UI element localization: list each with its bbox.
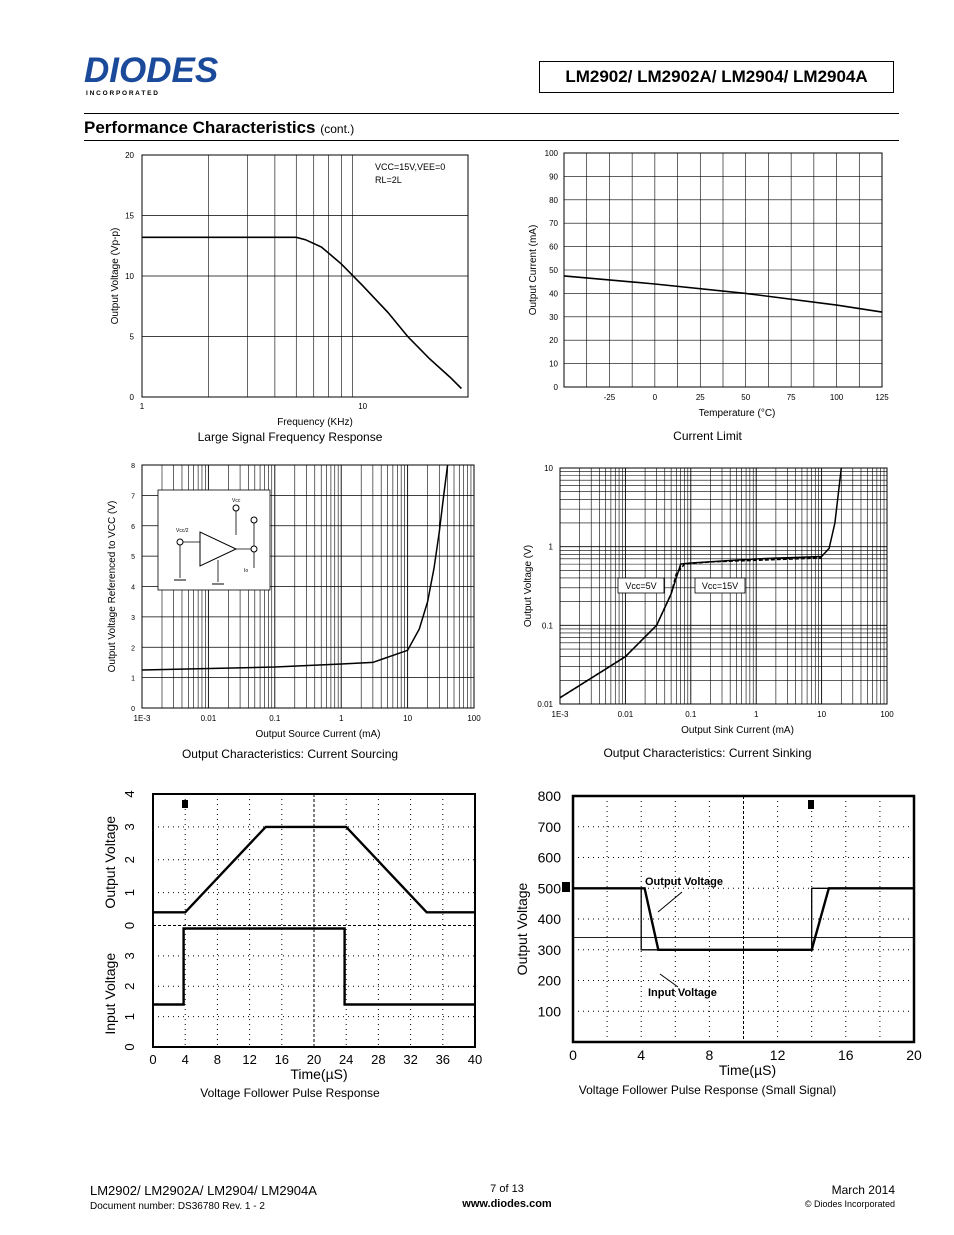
- x-tick-label: -25: [603, 393, 616, 402]
- x-tick-label: 0.1: [685, 710, 697, 719]
- y-axis-label: Output Voltage (V): [523, 544, 534, 628]
- y-tick-label: 10: [549, 359, 558, 369]
- y-tick-label: 30: [549, 312, 558, 322]
- diodes-logo: [84, 52, 254, 98]
- label-arrow: [658, 892, 682, 987]
- y-axis-label: Output Voltage Referenced to VCC (V): [107, 500, 118, 673]
- x-tick-label: 1E-3: [551, 710, 569, 719]
- y-tick-label: 0: [122, 1043, 137, 1051]
- y-tick-label: 40: [549, 289, 558, 299]
- y-tick-label: 400: [537, 911, 561, 927]
- x-tick-label: 28: [371, 1052, 386, 1067]
- chart-current-sinking: [515, 460, 900, 745]
- x-tick-label: 10: [817, 710, 827, 719]
- x-axis-label: Temperature (°C): [698, 408, 776, 419]
- section-title: [84, 118, 354, 138]
- x-tick-label: 40: [467, 1052, 483, 1067]
- inset-label: Io: [244, 568, 249, 574]
- y-tick-label: 3: [122, 952, 137, 960]
- chart-current-sourcing: [90, 455, 490, 745]
- header-rule: [84, 113, 899, 114]
- x-tick-label: 4: [637, 1047, 646, 1063]
- y-tick-label: 4: [122, 790, 137, 798]
- caption-chart-4: Output Characteristics: Current Sinking: [603, 746, 812, 760]
- x-tick-label: 12: [769, 1047, 786, 1063]
- section-cont: (cont.): [320, 122, 355, 136]
- y-tick-label: 20: [125, 151, 134, 160]
- section-title-text: Performance Characteristics: [84, 118, 316, 137]
- y-tick-label: 2: [131, 645, 135, 653]
- circuit-terminal: [251, 546, 257, 552]
- x-tick-label: 4: [181, 1052, 189, 1067]
- section-rule: [84, 140, 899, 141]
- y-tick-label: 5: [129, 332, 134, 342]
- y-tick-label: 8: [131, 463, 135, 470]
- y-tick-label: 5: [131, 554, 135, 562]
- x-tick-label: 36: [435, 1052, 451, 1067]
- y-tick-label: 0: [122, 921, 137, 930]
- x-tick-label: 25: [695, 393, 705, 402]
- x-tick-label: 1: [139, 402, 145, 411]
- x-tick-label: 0: [149, 1052, 157, 1067]
- x-tick-label: 12: [242, 1052, 257, 1067]
- inset-label: Vcc: [232, 498, 241, 504]
- footer-url[interactable]: www.diodes.com: [462, 1198, 552, 1210]
- series-line: [142, 237, 461, 388]
- logo-subtext: I N C O R P O R A T E D: [86, 90, 158, 97]
- y-tick-label: 200: [537, 972, 561, 989]
- x-tick-label: 20: [906, 1047, 922, 1063]
- circuit-terminal: [177, 539, 183, 545]
- y-tick-label: 0: [131, 706, 135, 713]
- x-axis-label: Time(µS): [718, 1062, 777, 1078]
- y-tick-label: 0.01: [537, 700, 553, 709]
- y-tick-label: 0: [553, 383, 558, 392]
- x-tick-label: 100: [880, 710, 894, 719]
- caption-chart-6: Voltage Follower Pulse Response (Small Signal): [578, 1083, 837, 1097]
- y-tick-label: 1: [122, 889, 137, 897]
- x-tick-label: 100: [467, 714, 481, 723]
- series-label-output: Output Voltage: [645, 876, 724, 888]
- y-axis-label: Output Voltage: [514, 882, 530, 976]
- x-tick-label: 125: [875, 393, 889, 402]
- y-tick-label: 3: [131, 614, 135, 622]
- caption-chart-5: Voltage Follower Pulse Response: [200, 1086, 380, 1100]
- y-tick-label: 100: [537, 1003, 561, 1020]
- y-tick-label: 6: [131, 523, 135, 531]
- y-axis-label: Output Current (mA): [528, 224, 539, 316]
- y-tick-label: 70: [549, 219, 558, 229]
- x-tick-label: 1: [753, 710, 759, 719]
- footer-part: LM2902/ LM2902A/ LM2904/ LM2904A: [90, 1183, 317, 1198]
- caption-chart-2: Current Limit: [673, 429, 742, 443]
- x-axis-label: Frequency (KHz): [277, 417, 353, 428]
- circuit-terminal: [251, 517, 257, 523]
- x-tick-label: 50: [741, 393, 751, 402]
- y-tick-label: 0.1: [541, 621, 553, 631]
- y-tick-label: 500: [537, 880, 561, 897]
- x-tick-label: 10: [358, 402, 368, 411]
- x-tick-label: 1E-3: [133, 714, 151, 723]
- x-tick-label: 0.01: [617, 710, 634, 719]
- trigger-marker: [808, 800, 814, 809]
- y-tick-label: 4: [131, 584, 135, 592]
- x-tick-label: 32: [403, 1052, 418, 1067]
- trigger-marker: [182, 800, 188, 808]
- y-tick-label: 800: [537, 788, 561, 804]
- x-tick-label: 8: [213, 1052, 222, 1067]
- footer-page: 7 of 13: [490, 1183, 524, 1195]
- y-axis-label-bottom: Input Voltage: [102, 952, 118, 1035]
- x-tick-label: 24: [338, 1052, 354, 1067]
- inset-label: Vcc/2: [176, 528, 189, 534]
- chart-current-limit: [520, 145, 900, 430]
- x-axis-label: Output Sink Current (mA): [681, 725, 794, 736]
- y-tick-label: 7: [131, 493, 135, 501]
- footer-date: March 2014: [831, 1183, 895, 1197]
- y-tick-label: 1: [131, 675, 135, 683]
- x-tick-label: 0.01: [200, 714, 217, 723]
- y-tick-label: 2: [122, 982, 137, 990]
- part-number-box: LM2902/ LM2902A/ LM2904/ LM2904A: [539, 61, 894, 93]
- y-tick-label: 600: [537, 849, 561, 866]
- footer-copyright: © Diodes Incorporated: [804, 1199, 895, 1209]
- y-tick-label: 50: [549, 266, 558, 275]
- circuit-terminal: [233, 505, 239, 511]
- x-tick-label: 0: [569, 1047, 577, 1063]
- chart-large-signal-frequency: [90, 145, 480, 430]
- y-tick-label: 3: [122, 823, 137, 831]
- y-tick-label: 300: [537, 941, 561, 958]
- y-tick-label: 700: [537, 818, 561, 835]
- x-tick-label: 16: [838, 1047, 854, 1063]
- y-tick-label: 2: [122, 856, 137, 864]
- x-axis-label: Output Source Current (mA): [255, 729, 381, 740]
- chart-pulse-response: [95, 782, 490, 1087]
- chart-pulse-response-small: [510, 782, 925, 1082]
- y-tick-label: 10: [125, 272, 134, 281]
- y-tick-label: 20: [549, 336, 558, 346]
- legend-label: Vcc=5V: [625, 581, 657, 591]
- legend-label: Vcc=15V: [701, 581, 739, 591]
- y-axis-label: Output Voltage (Vp-p): [110, 227, 121, 325]
- y-tick-label: 1: [548, 542, 553, 552]
- x-tick-label: 16: [274, 1052, 290, 1067]
- caption-chart-3: Output Characteristics: Current Sourcing: [181, 747, 399, 761]
- y-tick-label: 90: [549, 172, 558, 182]
- x-tick-label: 0.1: [269, 714, 281, 723]
- y-tick-label: 15: [125, 211, 134, 221]
- x-tick-label: 8: [705, 1047, 714, 1063]
- annotation-text: RL=2L: [375, 175, 402, 185]
- y-tick-label: 60: [549, 242, 558, 252]
- y-tick-label: 1: [122, 1013, 137, 1021]
- x-tick-label: 10: [403, 714, 413, 723]
- annotation-text: VCC=15V,VEE=0: [375, 162, 446, 172]
- y-tick-label: 100: [544, 149, 558, 158]
- y-axis-label-top: Output Voltage: [102, 815, 118, 909]
- footer-doc: Document number: DS36780 Rev. 1 - 2: [90, 1201, 265, 1212]
- series-label-input: Input Voltage: [648, 987, 717, 999]
- y-tick-label: 80: [549, 195, 558, 205]
- y-tick-label: 0: [129, 393, 134, 402]
- logo-text: DIODES: [84, 52, 219, 90]
- x-tick-label: 100: [829, 393, 844, 402]
- x-tick-label: 75: [786, 393, 796, 402]
- x-tick-label: 1: [338, 714, 344, 723]
- x-tick-label: 20: [306, 1052, 322, 1067]
- channel-marker: [562, 882, 570, 892]
- x-axis-label: Time(µS): [290, 1066, 348, 1082]
- x-tick-label: 0: [652, 393, 658, 402]
- caption-chart-1: Large Signal Frequency Response: [197, 430, 383, 444]
- y-tick-label: 10: [544, 464, 553, 473]
